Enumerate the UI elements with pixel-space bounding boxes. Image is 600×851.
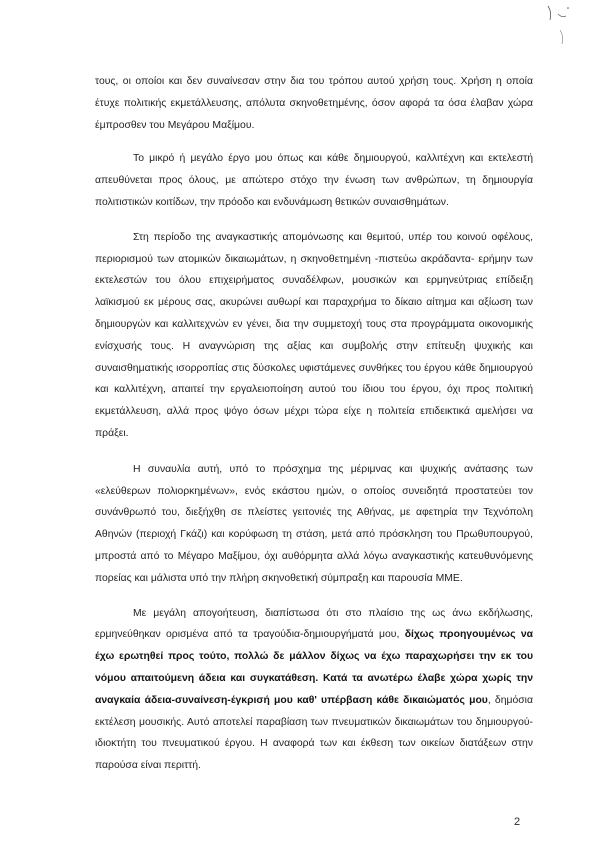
paragraph-1-text: τους, οι οποίοι και δεν συναίνεσαν στην δια του τρόπου αυτού χρήση τους. Χρήση η οποία έτυχε πολιτικής εκμετάλλευσης, απόλυτα σκηνοθετημένης, όσον αφορά τα όσα έλαβαν χώρα έμπροσθεν του Μεγάρου Μαξίμου.: [95, 76, 533, 131]
paragraph-5: [95, 603, 533, 777]
paragraph-3: [95, 227, 533, 445]
letter-body: [95, 71, 533, 777]
paragraph-4: [95, 459, 533, 590]
paragraph-2-text: Το μικρό ή μεγάλο έργο μου όπως και κάθε δημιουργού, καλλιτέχνη και εκτελεστή απευθύνεται προς όλους, με απώτερο στόχο την ένωση των ανθρώπων, τη δημιουργία πολιτιστικών κοιτίδων, την πρόοδο και ενδυνάμωση θετικών συναισθημάτων.: [95, 153, 533, 208]
paragraph-1: [95, 71, 533, 136]
paragraph-4-text: Η συναυλία αυτή, υπό το πρόσχημα της μέριμνας και ψυχικής ανάτασης των «ελεύθερων πολιορκημένων», ενός εκάστου ημών, ο οποίος συνειδητά προστατεύει τον συνάνθρωπό του, διεξήχθη σε πλείστες γειτονιές της Αθήνας, με αφετηρία την Τεχνόπολη Αθηνών (περιοχή Γκάζι) και κορύφωση τη στάση, μετά από πρόσκληση του Πρωθυπουργού, μπροστά από το Μέγαρο Μαξίμου, όχι αυθόρμητα αλλά λόγω αναγκαστικής κατευθυνόμενης πορείας και μάλιστα υπό την πλήρη σκηνοθετική σύμπραξη και παρουσία ΜΜΕ.: [95, 463, 533, 584]
paragraph-2: [95, 148, 533, 213]
paragraph-5-text-end: , δημόσια εκτέλεση μουσικής. Αυτό αποτελεί παραβίαση των πνευματικών δικαιωμάτων του δημιουργού-ιδιοκτήτη του πνευματικού έργου. Η αναφορά των και έκθεση των οικείων διατάξεων στην παρούσα είναι περιττή.: [95, 694, 533, 772]
paragraph-5-bold-text: δίχως προηγουμένως να έχω ερωτηθεί προς τούτο, πολλώ δε μάλλον δίχως να έχω παραχωρήσει την εκ του νόμου απαιτούμενη άδεια και συγκατάθεση. Κατά τα ανωτέρω έλαβε χώρα χωρίς την αναγκαία άδεια-συναίνεση-έγκρισή μου καθ' υπέρβαση κάθε δικαιώματός μου: [95, 629, 533, 706]
paragraph-3-text: Στη περίοδο της αναγκαστικής απομόνωσης και θεμιτού, υπέρ του κοινού οφέλους, περιορισμού των ατομικών δικαιωμάτων, η σκηνοθετημένη -πιστεύω ακράδαντα- ερήμην των εκτελεστών του όλου επιχειρήματος συναδέλφων, μουσικών και ερμηνεύτριας επίδειξη λαϊκισμού εκ μέρους σας, ακυρώνει αυθωρί και παραχρήμα το δίκαιο αίτημα και αξίωση των δημιουργών και καλλιτεχνών εν γένει, δια την συμμετοχή τους στα προγράμματα οικονομικής ενίσχυσής τους. Η αναγνώριση της αξίας και συμβολής στην επίτευξη ψυχικής και συναισθηματικής ισορροπίας στις δύσκολες υφιστάμενες συνθήκες του έργου κάθε δημιουργού και καλλιτέχνη, απαιτεί την εργαλειοποίηση αυτού του ίδιου του έργου, όχι προς πολιτική εκμετάλλευση, αλλά προς ψόγο όσων μέχρι τώρα είχε η πολιτεία επιδεικτικά αμελήσει να πράξει.: [95, 231, 533, 439]
paragraph-5-text-start: Με μεγάλη απογοήτευση, διαπίστωσα ότι στο πλαίσιο της ως άνω εκδήλωσης, ερμηνεύθηκαν ορισμένα από τα τραγούδια-δημιουργήματά μου,: [95, 607, 533, 641]
page-number: 2: [514, 816, 521, 828]
handwritten-mark: [540, 4, 574, 52]
